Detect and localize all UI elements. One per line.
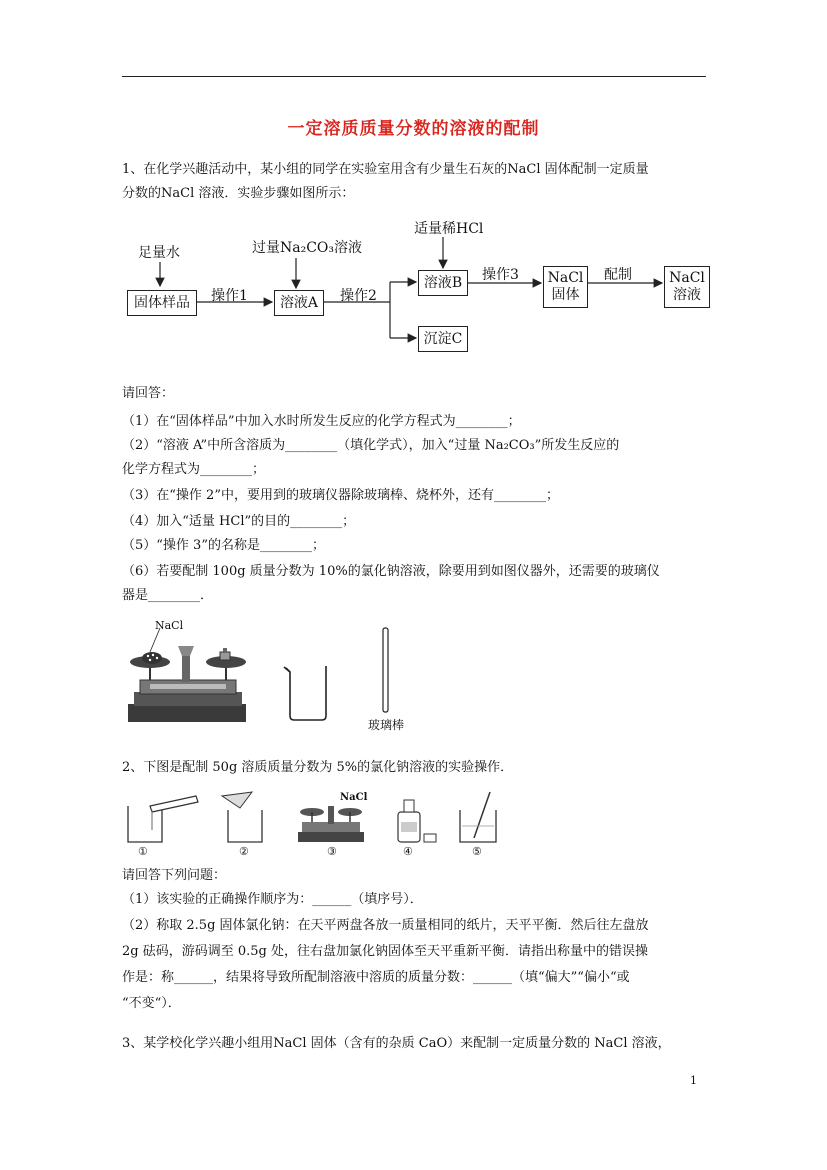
- reagent-bottle-step-icon: [398, 800, 436, 842]
- step-label-5: ⑤: [472, 845, 482, 858]
- q1-item-5: （5）“操作 3”的名称是________；: [122, 538, 325, 553]
- box-sample: 固体样品: [127, 290, 197, 316]
- q2-prompt: 请回答下列问题：: [122, 868, 227, 883]
- q1-item-3: （3）在“操作 2”中，要用到的玻璃仪器除玻璃棒、烧杯外，还有________；: [122, 488, 559, 503]
- q2-fig-nacl-label: NaCl: [340, 792, 368, 803]
- q2-item-1: （1）该实验的正确操作顺序为：______（填序号）．: [122, 892, 423, 907]
- fig-rod-label: 玻璃棒: [368, 718, 405, 732]
- box-nacl-solid-l1: NaCl: [547, 270, 584, 286]
- page-number: 1: [690, 1074, 697, 1087]
- q1-intro-line1: 1、在化学兴趣活动中，某小组的同学在实验室用含有少量生石灰的NaCl 固体配制一定质量: [122, 162, 649, 177]
- label-hcl: 适量稀HCl: [414, 221, 484, 237]
- stirring-step-icon: [460, 792, 496, 842]
- label-water: 足量水: [138, 245, 180, 261]
- q1-item-2: （2）“溶液 A”中所含溶质为________（填化学式），加入“过量 Na₂CO₃”所发生反应的: [122, 438, 620, 453]
- box-nacl-solution-l1: NaCl: [669, 270, 705, 286]
- adding-solid-step-icon: [222, 792, 262, 842]
- q2-intro: 2、下图是配制 50g 溶质质量分数为 5%的氯化钠溶液的实验操作．: [122, 760, 514, 775]
- label-op3: 操作3: [482, 267, 519, 283]
- q1-item-4: （4）加入“适量 HCl”的目的________；: [122, 514, 356, 529]
- q1-item-1: （1）在“固体样品”中加入水时所发生反应的化学方程式为________；: [122, 414, 521, 429]
- box-solA: 溶液A: [274, 290, 324, 316]
- weighing-step-icon: [298, 806, 364, 842]
- q1-item-6-cont: 器是________．: [122, 588, 214, 603]
- q1-answer-prompt: 请回答：: [122, 386, 175, 401]
- label-op1: 操作1: [211, 288, 248, 304]
- fig-nacl-label: NaCl: [155, 619, 184, 632]
- box-precC: 沉淀C: [418, 326, 468, 352]
- label-op2: 操作2: [340, 288, 377, 304]
- pouring-step-icon: [128, 796, 198, 842]
- step-label-1: ①: [138, 845, 148, 858]
- q3-intro: 3、某学校化学兴趣小组用NaCl 固体（含有的杂质 CaO）来配制一定质量分数的 NaCl 溶液，: [122, 1036, 671, 1051]
- label-prepare: 配制: [604, 267, 632, 283]
- q2-item-2-cont3: “不变“）．: [122, 996, 181, 1011]
- q2-item-2: （2）称取 2.5g 固体氯化钠：在天平两盘各放一质量相同的纸片，天平平衡．然后往左盘放: [122, 918, 649, 933]
- label-na2co3: 过量Na₂CO₃溶液: [252, 240, 363, 256]
- box-nacl-solution-l2: 溶液: [673, 287, 701, 303]
- page-title: 一定溶质质量分数的溶液的配制: [287, 119, 540, 139]
- step-label-3: ③: [327, 845, 337, 858]
- q1-item-6: （6）若要配制 100g 质量分数为 10%的氯化钠溶液，除要用到如图仪器外，还需要的玻璃仪: [122, 564, 660, 579]
- step-label-4: ④: [403, 845, 413, 858]
- box-solB: 溶液B: [418, 270, 468, 296]
- step-label-2: ②: [239, 845, 249, 858]
- q1-item-2-cont: 化学方程式为________；: [122, 462, 266, 477]
- q2-item-2-cont1: 2g 砝码，游码调至 0.5g 处，往右盘加氯化钠固体至天平重新平衡．请指出称量中的错误操: [122, 944, 648, 959]
- q2-item-2-cont2: 作是：称______，结果将导致所配制溶液中溶质的质量分数：______（填“偏大”“偏小“或: [122, 970, 630, 985]
- q1-intro-line2: 分数的NaCl 溶液．实验步骤如图所示：: [122, 186, 355, 201]
- box-nacl-solid-l2: 固体: [551, 287, 580, 303]
